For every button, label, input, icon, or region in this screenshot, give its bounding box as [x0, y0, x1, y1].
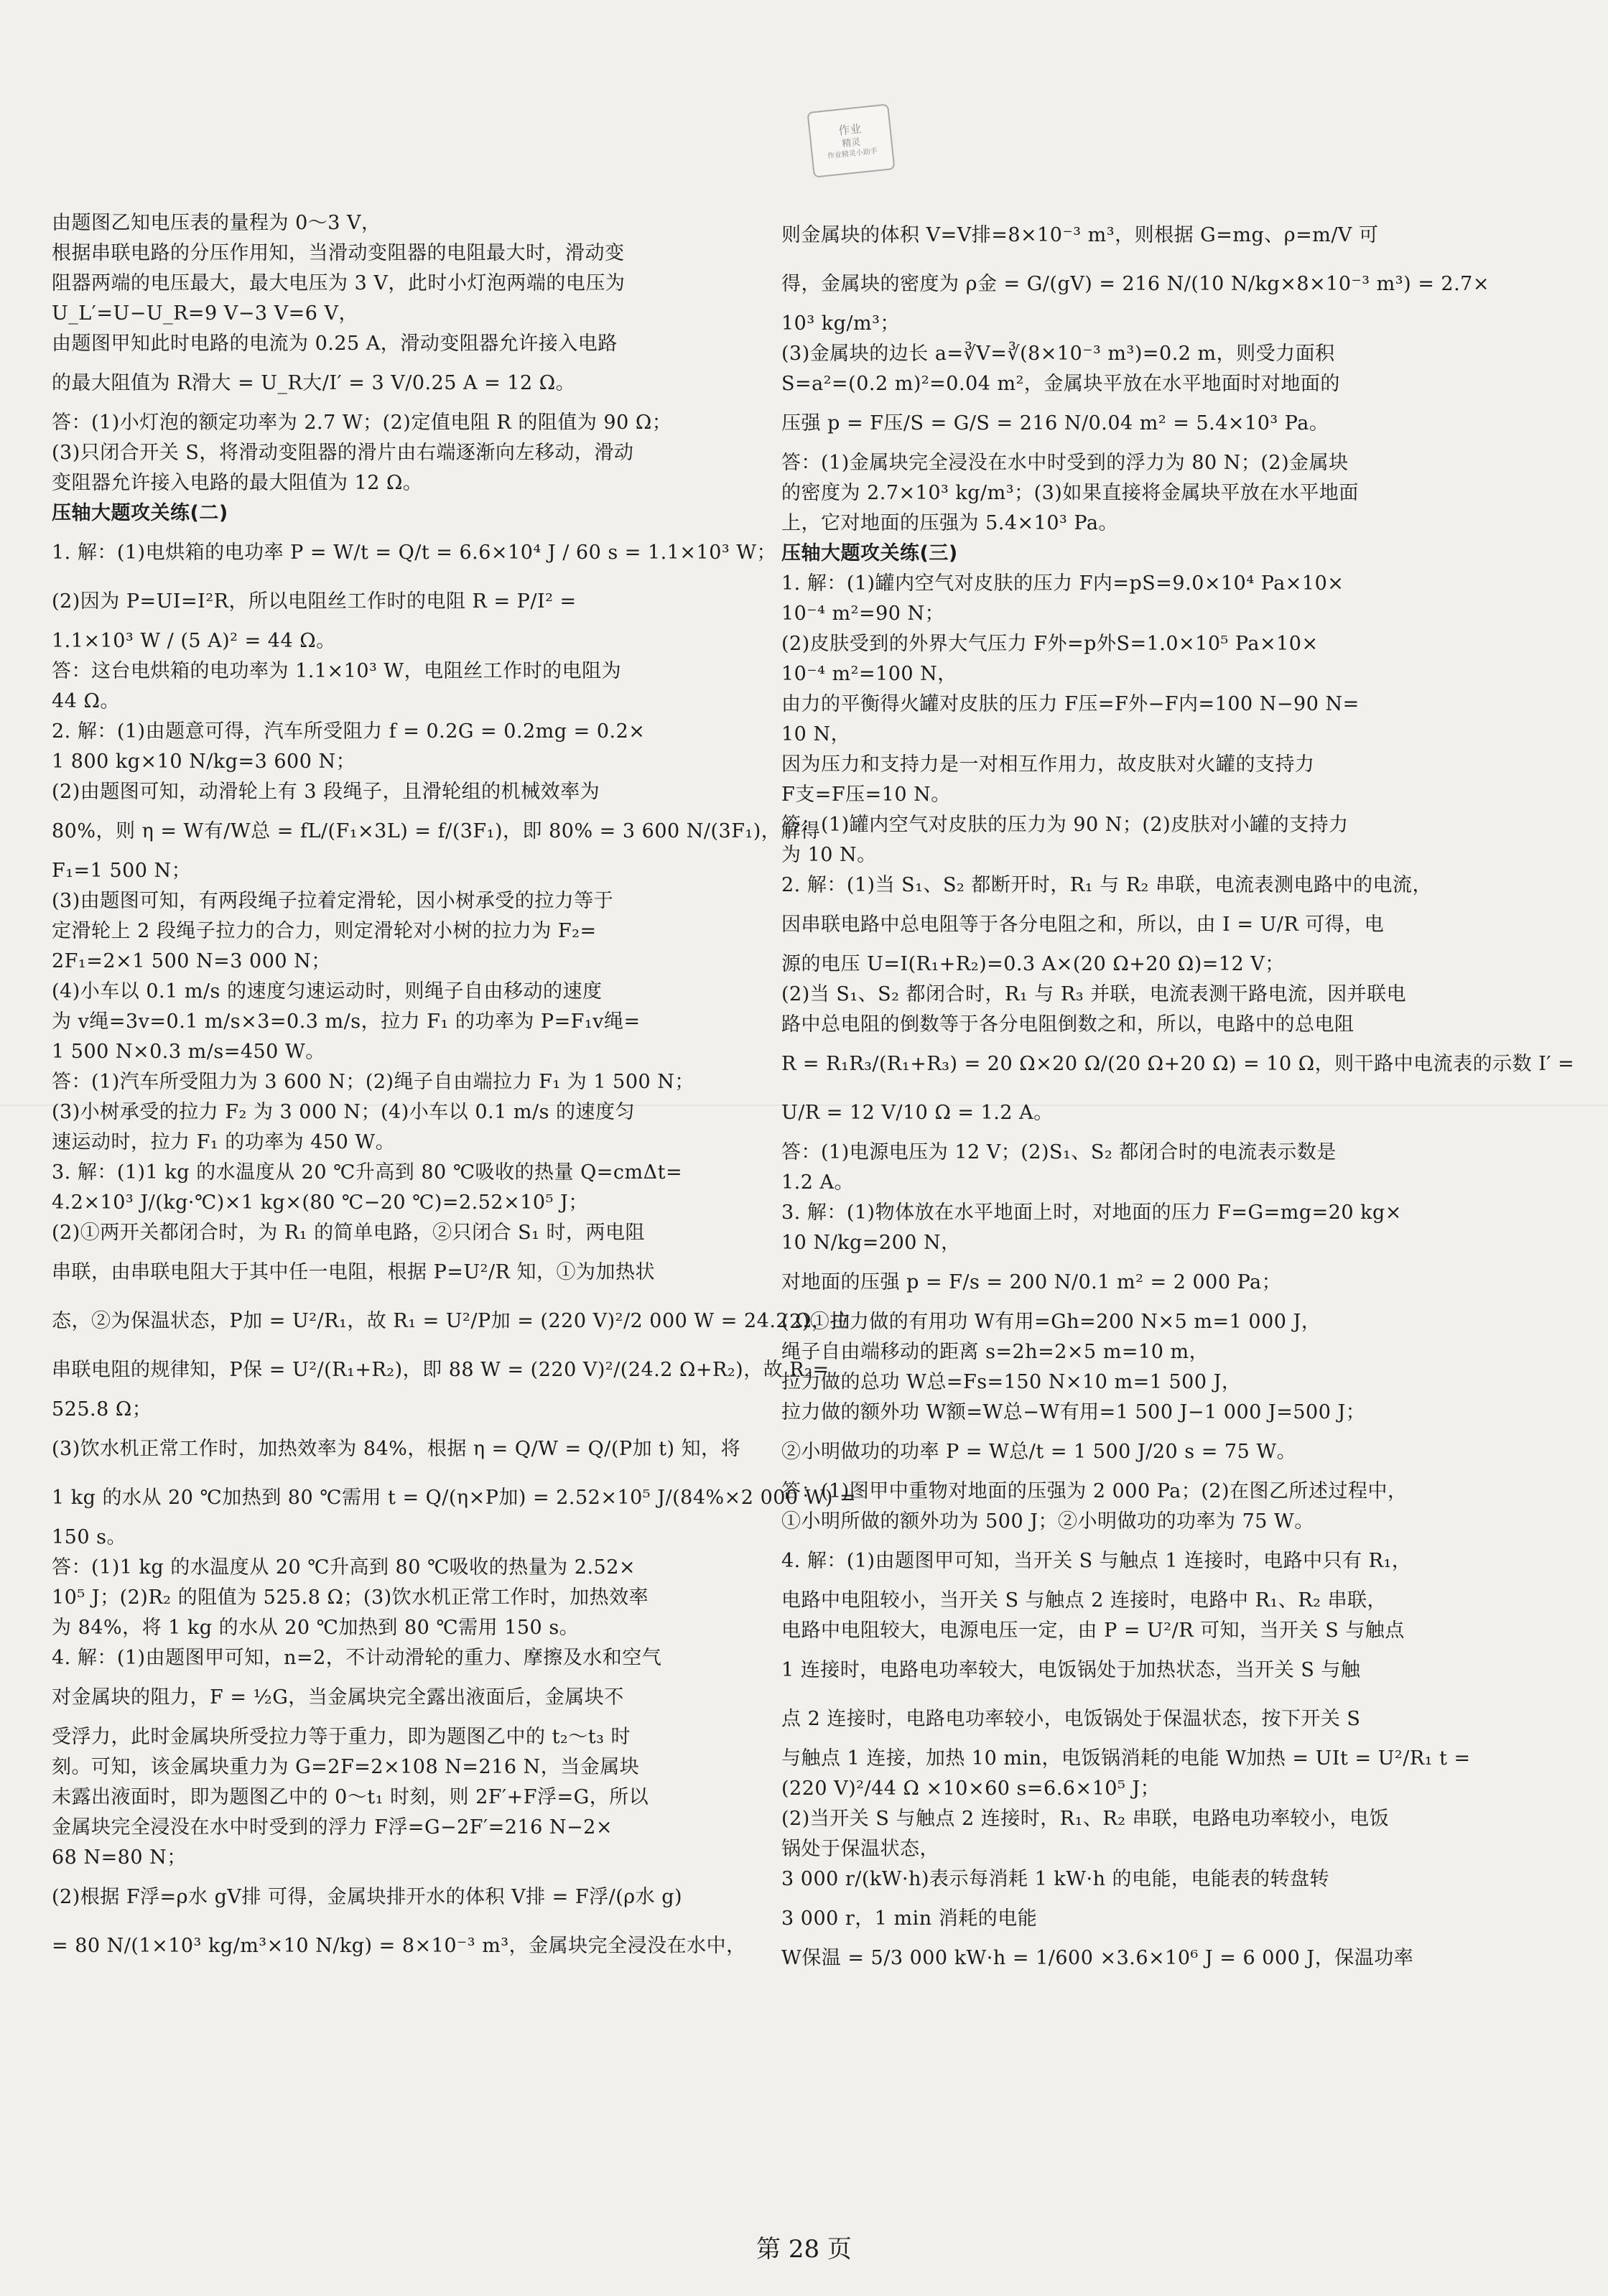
left-text-line: 阻器两端的电压最大，最大电压为 3 V，此时小灯泡两端的电压为	[52, 272, 626, 294]
right-text-line: 的密度为 2.7×10³ kg/m³；(3)如果直接将金属块平放在水平地面	[781, 482, 1359, 504]
left-text-line: 由题图乙知电压表的量程为 0～3 V，	[52, 212, 381, 234]
right-column	[781, 211, 1575, 1974]
left-text-line: 受浮力，此时金属块所受拉力等于重力，即为题图乙中的 t₂～t₃ 时	[52, 1726, 631, 1748]
right-text-line: 答：(1)图甲中重物对地面的压强为 2 000 Pa；(2)在图乙所述过程中，	[781, 1480, 1408, 1502]
right-text-line: 10 N，	[781, 723, 851, 745]
right-text-line: 1 连接时，电路电功率较大，电饭锅处于加热状态，当开关 S 与触	[781, 1659, 1361, 1681]
left-text-line: (3)只闭合开关 S，将滑动变阻器的滑片由右端逐渐向左移动，滑动	[52, 442, 634, 464]
left-text-line: 定滑轮上 2 段绳子拉力的合力，则定滑轮对小树的拉力为 F₂=	[52, 920, 597, 942]
right-text-line: 电路中电阻较小，当开关 S 与触点 2 连接时，电路中 R₁、R₂ 串联，	[781, 1589, 1387, 1612]
right-text-line: (220 V)²/44 Ω ×10×60 s=6.6×10⁵ J；	[781, 1777, 1161, 1800]
left-text-line: 为 v绳=3v=0.1 m/s×3=0.3 m/s，拉力 F₁ 的功率为 P=F₁v绳=	[52, 1010, 641, 1033]
right-text-line: 10³ kg/m³；	[781, 312, 900, 335]
right-text-line: 压轴大题攻关练(三)	[781, 542, 958, 564]
left-text-line: 速运动时，拉力 F₁ 的功率为 450 W。	[52, 1131, 396, 1153]
right-text-line: 为 10 N。	[781, 844, 877, 866]
left-text-line: 1. 解：(1)电烘箱的电功率 P = W/t = Q/t = 6.6×10⁴ J / 60 s = 1.1×10³ W；	[52, 542, 777, 564]
right-text-line: 1.2 A。	[781, 1171, 855, 1194]
left-text-line: F₁=1 500 N；	[52, 860, 192, 882]
right-text-line: 电路中电阻较大，电源电压一定，由 P = U²/R 可知，当开关 S 与触点	[781, 1619, 1405, 1642]
right-text-line: 压强 p = F压/S = G/S = 216 N/0.04 m² = 5.4×10³ Pa。	[781, 412, 1329, 434]
left-text-line: 44 Ω。	[52, 690, 120, 712]
right-text-line: (2)当开关 S 与触点 2 连接时，R₁、R₂ 串联，电路电功率较小，电饭	[781, 1808, 1390, 1830]
right-text-line: 拉力做的额外功 W额=W总−W有用=1 500 J−1 000 J=500 J；	[781, 1401, 1366, 1423]
right-text-line: (2)皮肤受到的外界大气压力 F外=p外S=1.0×10⁵ Pa×10×	[781, 633, 1319, 655]
left-text-line: (2)根据 F浮=ρ水 gV排 可得，金属块排开水的体积 V排 = F浮/(ρ水 g)	[52, 1886, 683, 1908]
right-text-line: 3 000 r/(kW·h)表示每消耗 1 kW·h 的电能，电能表的转盘转	[781, 1868, 1330, 1890]
left-text-line: 525.8 Ω；	[52, 1398, 152, 1421]
left-text-line: 态，②为保温状态，P加 = U²/R₁，故 R₁ = U²/P加 = (220 V)²/2 000 W = 24.2 Ω，由	[52, 1310, 852, 1332]
right-text-line: 由力的平衡得火罐对皮肤的压力 F压=F外−F内=100 N−90 N=	[781, 693, 1360, 715]
right-text-line: (2)①拉力做的有用功 W有用=Gh=200 N×5 m=1 000 J，	[781, 1311, 1321, 1333]
left-text-line: 的最大阻值为 R滑大 = U_R大/I′ = 3 V/0.25 A = 12 Ω。	[52, 372, 576, 394]
left-text-line: 变阻器允许接入电路的最大阻值为 12 Ω。	[52, 472, 423, 494]
right-text-line: 10⁻⁴ m²=100 N，	[781, 663, 957, 685]
left-text-line: 68 N=80 N；	[52, 1846, 187, 1869]
right-text-line: ①小明所做的额外功为 500 J；②小明做功的功率为 75 W。	[781, 1510, 1314, 1533]
left-text-line: 10⁵ J；(2)R₂ 的阻值为 525.8 Ω；(3)饮水机正常工作时，加热效率	[52, 1586, 649, 1609]
left-text-line: 答：(1)1 kg 的水温度从 20 ℃升高到 80 ℃吸收的热量为 2.52×	[52, 1556, 636, 1579]
right-text-line: 答：(1)罐内空气对皮肤的压力为 90 N；(2)皮肤对小罐的支持力	[781, 814, 1349, 836]
right-text-line: 4. 解：(1)由题图甲可知，当开关 S 与触点 1 连接时，电路中只有 R₁，	[781, 1550, 1412, 1572]
left-text-line: (2)由题图可知，动滑轮上有 3 段绳子，且滑轮组的机械效率为	[52, 781, 600, 803]
left-text-line: 由题图甲知此时电路的电流为 0.25 A，滑动变阻器允许接入电路	[52, 333, 618, 355]
left-text-line: 压轴大题攻关练(二)	[52, 502, 228, 524]
right-text-line: 与触点 1 连接，加热 10 min，电饭锅消耗的电能 W加热 = UIt = U²/R₁ t =	[781, 1747, 1471, 1770]
left-text-line: (3)饮水机正常工作时，加热效率为 84%，根据 η = Q/W = Q/(P加 t) 知，将	[52, 1438, 741, 1460]
left-text-line: (3)由题图可知，有两段绳子拉着定滑轮，因小树承受的拉力等于	[52, 890, 614, 912]
homework-stamp	[807, 103, 896, 177]
left-text-line: U_L′=U−U_R=9 V−3 V=6 V，	[52, 302, 359, 325]
stamp-line-1: 作业	[837, 121, 863, 138]
right-text-line: 对地面的压强 p = F/s = 200 N/0.1 m² = 2 000 Pa；	[781, 1271, 1282, 1293]
left-text-line: 3. 解：(1)1 kg 的水温度从 20 ℃升高到 80 ℃吸收的热量 Q=cmΔt=	[52, 1161, 683, 1184]
right-text-line: 锅处于保温状态，	[781, 1838, 939, 1860]
left-text-line: 2. 解：(1)由题意可得，汽车所受阻力 f = 0.2G = 0.2mg = 0.2×	[52, 720, 646, 743]
left-text-line: (2)①两开关都闭合时，为 R₁ 的简单电路，②只闭合 S₁ 时，两电阻	[52, 1222, 646, 1244]
right-text-line: 点 2 连接时，电路电功率较小，电饭锅处于保温状态，按下开关 S	[781, 1708, 1361, 1730]
left-text-line: 2F₁=2×1 500 N=3 000 N；	[52, 950, 331, 972]
left-text-line: 金属块完全浸没在水中时受到的浮力 F浮=G−2F′=216 N−2×	[52, 1816, 613, 1839]
right-text-line: 因为压力和支持力是一对相互作用力，故皮肤对火罐的支持力	[781, 753, 1315, 776]
right-text-line: 路中总电阻的倒数等于各分电阻倒数之和，所以，电路中的总电阻	[781, 1013, 1354, 1036]
left-text-line: = 80 N/(1×10³ kg/m³×10 N/kg) = 8×10⁻³ m³，金属块完全浸没在水中，	[52, 1935, 746, 1957]
right-text-line: (2)当 S₁、S₂ 都闭合时，R₁ 与 R₃ 并联，电流表测干路电流，因并联电	[781, 983, 1407, 1005]
page-number: 第 28 页	[756, 2235, 852, 2264]
left-text-line: 1 kg 的水从 20 ℃加热到 80 ℃需用 t = Q/(η×P加) = 2.52×10⁵ J/(84%×2 000 W) =	[52, 1487, 857, 1509]
left-text-line: 串联，由串联电阻大于其中任一电阻，根据 P=U²/R 知，①为加热状	[52, 1261, 655, 1283]
left-text-line: (2)因为 P=UI=I²R，所以电阻丝工作时的电阻 R = P/I² =	[52, 590, 577, 613]
left-text-line: 1 500 N×0.3 m/s=450 W。	[52, 1041, 325, 1063]
left-text-line: 1 800 kg×10 N/kg=3 600 N；	[52, 750, 356, 773]
left-text-line: 答：(1)汽车所受阻力为 3 600 N；(2)绳子自由端拉力 F₁ 为 1 500 N；	[52, 1071, 694, 1093]
left-text-line: 为 84%，将 1 kg 的水从 20 ℃加热到 80 ℃需用 150 s。	[52, 1617, 580, 1639]
right-text-line: W保温 = 5/3 000 kW·h = 1/600 ×3.6×10⁶ J = 6 000 J，保温功率	[781, 1947, 1414, 1969]
right-text-line: 拉力做的总功 W总=Fs=150 N×10 m=1 500 J，	[781, 1371, 1242, 1393]
right-text-line: 绳子自由端移动的距离 s=2h=2×5 m=10 m，	[781, 1341, 1209, 1363]
right-text-line: 10⁻⁴ m²=90 N；	[781, 603, 945, 625]
right-text-line: 1. 解：(1)罐内空气对皮肤的压力 F内=pS=9.0×10⁴ Pa×10×	[781, 572, 1344, 595]
right-text-line: R = R₁R₃/(R₁+R₃) = 20 Ω×20 Ω/(20 Ω+20 Ω) = 10 Ω，则干路中电流表的示数 I′ =	[781, 1053, 1575, 1075]
left-text-line: (4)小车以 0.1 m/s 的速度匀速运动时，则绳子自由移动的速度	[52, 980, 603, 1003]
right-text-line: 答：(1)电源电压为 12 V；(2)S₁、S₂ 都闭合时的电流表示数是	[781, 1141, 1337, 1163]
right-text-line: 得，金属块的密度为 ρ金 = G/(gV) = 216 N/(10 N/kg×8×10⁻³ m³) = 2.7×	[781, 273, 1490, 295]
left-text-line: (3)小树承受的拉力 F₂ 为 3 000 N；(4)小车以 0.1 m/s 的速度匀	[52, 1101, 636, 1123]
right-text-line: U/R = 12 V/10 Ω = 1.2 A。	[781, 1102, 1054, 1124]
left-text-line: 80%，则 η = W有/W总 = fL/(F₁×3L) = f/(3F₁)，即 80% = 3 600 N/(3F₁)，解得	[52, 820, 821, 842]
right-text-line: S=a²=(0.2 m)²=0.04 m²，金属块平放在水平地面时对地面的	[781, 373, 1340, 395]
right-text-line: (3)金属块的边长 a=∛V=∛(8×10⁻³ m³)=0.2 m，则受力面积	[781, 343, 1335, 365]
right-text-line: 则金属块的体积 V=V排=8×10⁻³ m³，则根据 G=mg、ρ=m/V 可	[781, 224, 1379, 246]
right-text-line: 2. 解：(1)当 S₁、S₂ 都断开时，R₁ 与 R₂ 串联，电流表测电路中的电流，	[781, 874, 1432, 896]
left-text-line: 4. 解：(1)由题图甲可知，n=2，不计动滑轮的重力、摩擦及水和空气	[52, 1647, 662, 1669]
left-text-line: 1.1×10³ W / (5 A)² = 44 Ω。	[52, 630, 336, 652]
right-text-line: 答：(1)金属块完全浸没在水中时受到的浮力为 80 N；(2)金属块	[781, 452, 1349, 474]
right-text-line: 因串联电路中总电阻等于各分电阻之和，所以，由 I = U/R 可得，电	[781, 914, 1385, 936]
right-text-line: 3. 解：(1)物体放在水平地面上时，对地面的压力 F=G=mg=20 kg×	[781, 1202, 1402, 1224]
left-text-line: 串联电阻的规律知，P保 = U²/(R₁+R₂)，即 88 W = (220 V)²/(24.2 Ω+R₂)，故 R₂=	[52, 1359, 829, 1381]
left-text-line: 答：(1)小灯泡的额定功率为 2.7 W；(2)定值电阻 R 的阻值为 90 Ω；	[52, 412, 672, 434]
stamp-line-2: 精灵	[841, 136, 862, 149]
right-text-line: 3 000 r，1 min 消耗的电能	[781, 1907, 1038, 1930]
left-text-line: 4.2×10³ J/(kg·℃)×1 kg×(80 ℃−20 ℃)=2.52×10⁵ J；	[52, 1191, 588, 1214]
left-text-line: 150 s。	[52, 1526, 126, 1548]
left-text-line: 刻。可知，该金属块重力为 G=2F=2×108 N=216 N，当金属块	[52, 1756, 640, 1778]
left-text-line: 答：这台电烘箱的电功率为 1.1×10³ W，电阻丝工作时的电阻为	[52, 660, 622, 682]
left-text-line: 对金属块的阻力，F = ½G，当金属块完全露出液面后，金属块不	[52, 1686, 624, 1709]
right-text-line: ②小明做功的功率 P = W总/t = 1 500 J/20 s = 75 W。	[781, 1441, 1297, 1463]
right-text-line: F支=F压=10 N。	[781, 784, 951, 806]
stamp-line-3: 作业精灵小助手	[827, 147, 878, 161]
right-text-line: 10 N/kg=200 N，	[781, 1232, 961, 1254]
right-text-line: 上，它对地面的压强为 5.4×10³ Pa。	[781, 512, 1118, 534]
left-text-line: 未露出液面时，即为题图乙中的 0～t₁ 时刻，则 2F′+F浮=G，所以	[52, 1786, 649, 1808]
right-text-line: 源的电压 U=I(R₁+R₂)=0.3 A×(20 Ω+20 Ω)=12 V；	[781, 953, 1285, 975]
left-text-line: 根据串联电路的分压作用知，当滑动变阻器的电阻最大时，滑动变	[52, 242, 625, 264]
